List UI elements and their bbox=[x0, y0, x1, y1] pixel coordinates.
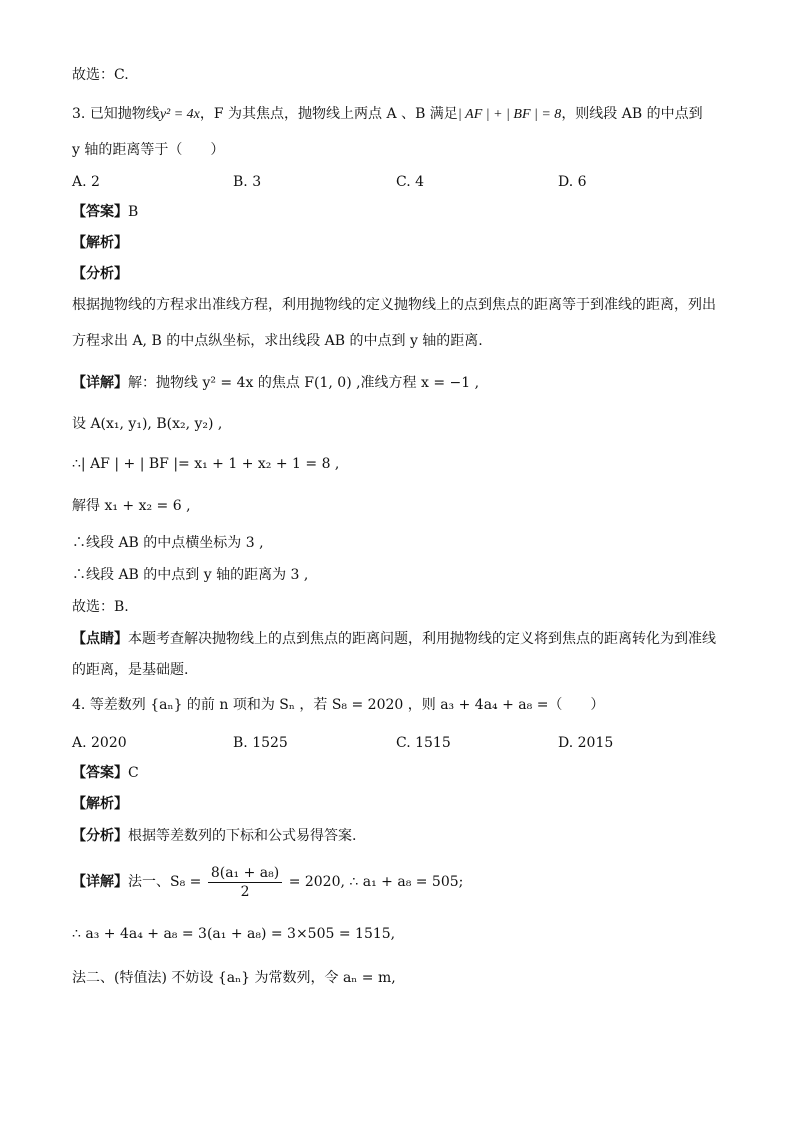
q4-option-d: D. 2015 bbox=[558, 735, 614, 751]
q4-option-c: C. 1515 bbox=[396, 735, 451, 751]
q4-detail-fraction bbox=[208, 864, 282, 901]
q3-option-a: A. 2 bbox=[72, 174, 100, 190]
fraction-denominator: 2 bbox=[240, 883, 250, 900]
q3-number: 3. bbox=[72, 106, 86, 122]
q3-comment-label: 【点睛】 bbox=[72, 631, 128, 647]
q3-detail-1 bbox=[72, 373, 479, 393]
q4-answer-value: C bbox=[128, 765, 139, 781]
q4-fenxi bbox=[72, 826, 356, 846]
q3-detail-1-text: 解：抛物线 y² = 4x 的焦点 F(1, 0) ,准线方程 x = −1 , bbox=[128, 375, 480, 391]
q4-detail-1 bbox=[72, 862, 463, 902]
q3-detail-3: ∴| AF | + | BF |= x₁ + 1 + x₂ + 1 = 8 , bbox=[72, 456, 340, 472]
q3-stem-eq: y² = 4x bbox=[159, 107, 200, 122]
q3-stem-cond: | AF | + | BF | = 8 bbox=[457, 107, 562, 122]
fraction-numerator: 8(a₁ + a₈) bbox=[208, 864, 282, 883]
q4-detail-1-suffix: = 2020, ∴ a₁ + a₈ = 505; bbox=[288, 874, 464, 890]
q4-number: 4. bbox=[72, 697, 86, 713]
q3-detail-2: 设 A(x₁, y₁), B(x₂, y₂) , bbox=[72, 416, 223, 432]
q4-answer-label: 【答案】 bbox=[72, 765, 128, 781]
q3-option-b: B. 3 bbox=[233, 174, 262, 190]
q4-option-a: A. 2020 bbox=[72, 735, 127, 751]
q3-detail-4: 解得 x₁ + x₂ = 6 , bbox=[72, 498, 191, 514]
q4-detail-3: 法二、(特值法) 不妨设 {aₙ} 为常数列，令 aₙ = m, bbox=[72, 970, 396, 986]
previous-answer-line: 故选：C. bbox=[72, 67, 129, 83]
q3-comment-line1 bbox=[72, 629, 716, 649]
q3-answer-label: 【答案】 bbox=[72, 204, 128, 220]
q4-fenxi-label: 【分析】 bbox=[72, 828, 128, 844]
q3-detail-label: 【详解】 bbox=[72, 375, 128, 391]
q4-fenxi-text: 根据等差数列的下标和公式易得答案. bbox=[128, 828, 357, 844]
q4-answer bbox=[72, 763, 139, 783]
q4-stem bbox=[72, 695, 604, 715]
q3-answer-value: B bbox=[128, 204, 139, 220]
q3-option-c: C. 4 bbox=[396, 174, 425, 190]
q3-fenxi-line1: 根据抛物线的方程求出准线方程，利用抛物线的定义抛物线上的点到焦点的距离等于到准线的距离，列出 bbox=[72, 297, 716, 313]
q3-analysis-label: 【解析】 bbox=[72, 235, 128, 251]
q3-option-d: D. 6 bbox=[558, 174, 587, 190]
q4-option-b: B. 1525 bbox=[233, 735, 288, 751]
q3-stem-a: 已知抛物线 bbox=[89, 106, 160, 122]
q3-fenxi-label: 【分析】 bbox=[72, 266, 128, 282]
q3-stem-c: ，则线段 AB 的中点到 bbox=[561, 106, 703, 122]
q3-detail-6: ∴线段 AB 的中点到 y 轴的距离为 3 , bbox=[72, 567, 309, 583]
q3-fenxi-line2: 方程求出 A, B 的中点纵坐标，求出线段 AB 的中点到 y 轴的距离. bbox=[72, 333, 483, 349]
q3-answer bbox=[72, 202, 138, 222]
q3-detail-5: ∴线段 AB 的中点横坐标为 3 , bbox=[72, 535, 264, 551]
q3-detail-7: 故选：B. bbox=[72, 599, 129, 615]
q4-detail-1-prefix: 法一、S₈ = bbox=[128, 874, 202, 890]
q4-stem-text: 等差数列 {aₙ} 的前 n 项和为 Sₙ ，若 S₈ = 2020 ，则 a₃ + 4a₄ + a₈ =（ ） bbox=[89, 697, 605, 713]
q4-analysis-label: 【解析】 bbox=[72, 796, 128, 812]
q4-detail-label: 【详解】 bbox=[72, 874, 128, 890]
q3-stem-b: ，F 为其焦点，抛物线上两点 A 、B 满足 bbox=[199, 106, 458, 122]
q3-stem-line1 bbox=[72, 104, 703, 125]
q4-detail-2: ∴ a₃ + 4a₄ + a₈ = 3(a₁ + a₈) = 3×505 = 1515, bbox=[72, 926, 396, 942]
q3-comment-line2: 的距离，是基础题. bbox=[72, 662, 189, 678]
q3-comment-text: 本题考查解决抛物线上的点到焦点的距离问题，利用抛物线的定义将到焦点的距离转化为到准线 bbox=[128, 631, 716, 647]
q3-stem-line2: y 轴的距离等于（ ） bbox=[72, 142, 225, 158]
